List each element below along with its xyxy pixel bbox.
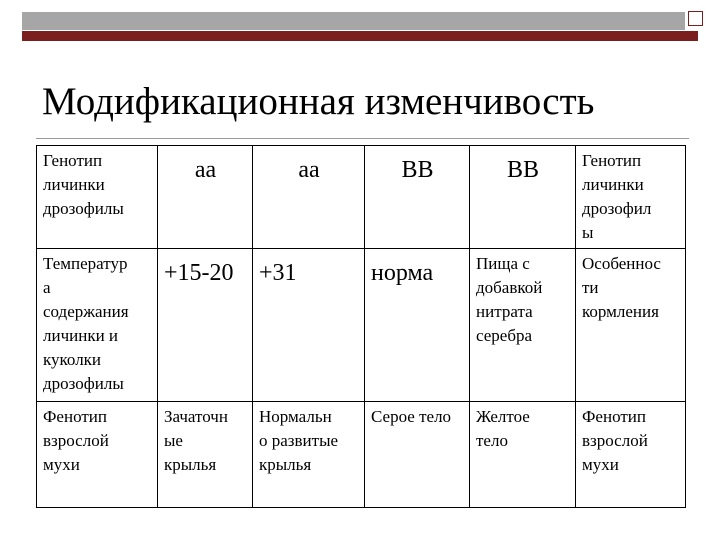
table-row: [37, 249, 686, 402]
table-cell: аа: [253, 146, 365, 249]
table-cell: аа: [158, 146, 253, 249]
table-cell: Генотип личинки дрозофил ы: [576, 146, 686, 249]
table-cell: Нормальн о развитые крылья: [253, 402, 365, 508]
table-cell: Серое тело: [365, 402, 470, 508]
row-header-genotype: Генотип личинки дрозофилы: [37, 146, 158, 249]
table-cell: Фенотип взрослой мухи: [576, 402, 686, 508]
table-cell: Пища с добавкой нитрата серебра: [470, 249, 576, 402]
table-cell: ВВ: [365, 146, 470, 249]
slide-title: Модификационная изменчивость: [42, 80, 595, 123]
table-cell: Зачаточн ые крылья: [158, 402, 253, 508]
table-cell: ВВ: [470, 146, 576, 249]
header-gray-bar: [22, 12, 685, 30]
table-row: [37, 402, 686, 508]
row-header-phenotype: Фенотип взрослой мухи: [37, 402, 158, 508]
table-cell: Желтое тело: [470, 402, 576, 508]
modification-table: [36, 145, 686, 508]
table-cell: +15-20: [158, 249, 253, 402]
title-divider: [36, 138, 689, 139]
header-red-bar: [22, 31, 698, 41]
table-cell: норма: [365, 249, 470, 402]
table-cell: Особеннос ти кормления: [576, 249, 686, 402]
table-cell: +31: [253, 249, 365, 402]
header-square-icon: [688, 11, 703, 26]
table-row: [37, 146, 686, 249]
row-header-temperature: Температур а содержания личинки и куколки дрозофилы: [37, 249, 158, 402]
